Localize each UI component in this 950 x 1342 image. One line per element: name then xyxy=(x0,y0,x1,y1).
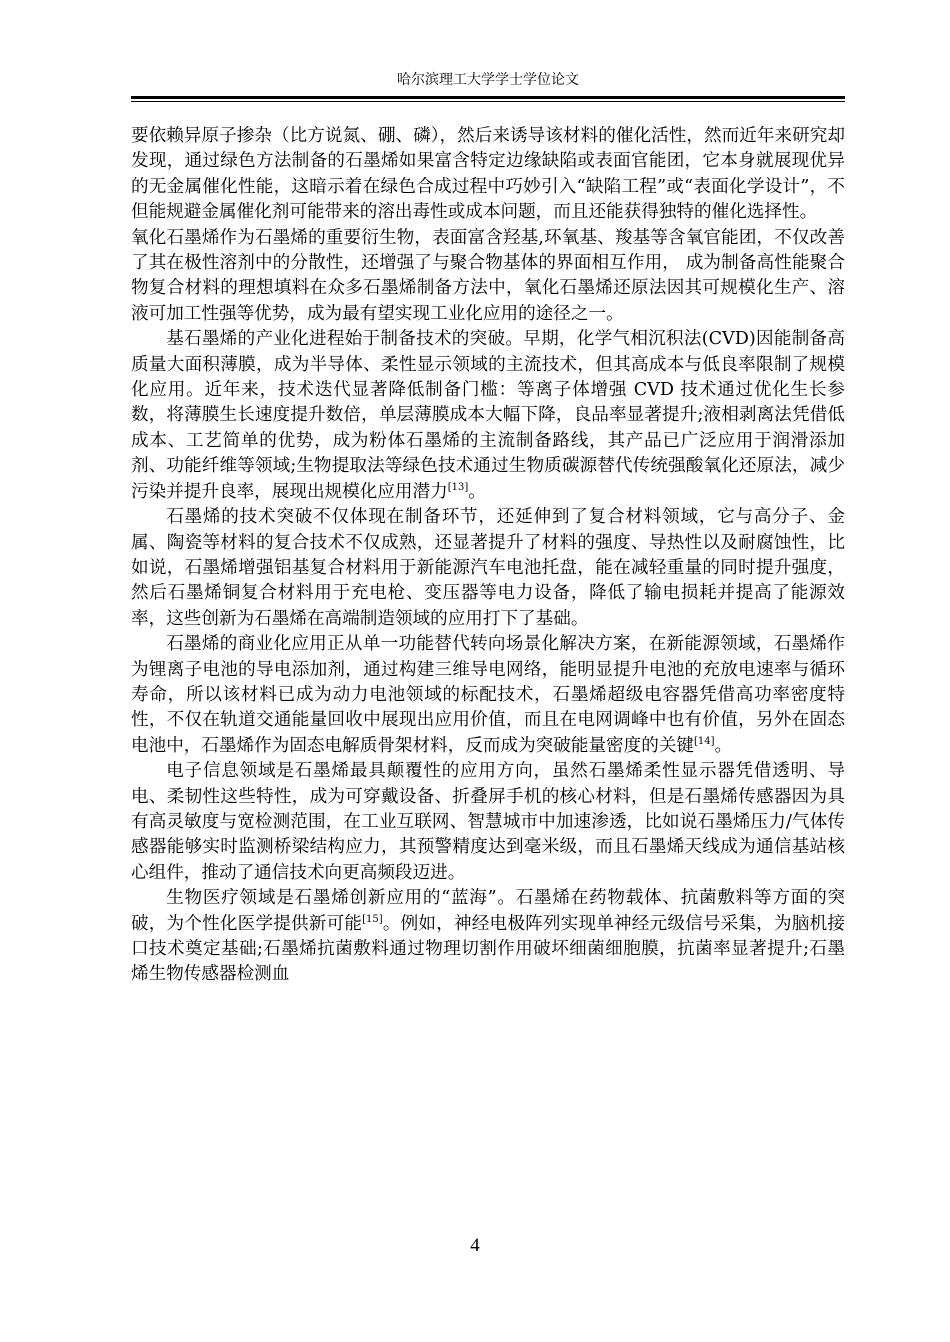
header-rule-thin xyxy=(131,101,845,102)
paragraph-text: 要依赖异原子掺杂（比方说氮、硼、磷），然后来诱导该材料的催化活性，然而近年来研究却发现，通过绿色方法制备的石墨烯如果富含特定边缘缺陷或表面官能团，它本身就展现优异的无金属催化性能，这暗示着在绿色合成过程中巧妙引入“缺陷工程”或“表面化学设计”，不但能规避金属催化剂可能带来的溶出毒性或成本问题，而且还能获得独特的催化选择性。 xyxy=(131,126,845,223)
paragraph-5 xyxy=(131,632,845,759)
citation-ref[interactable]: [13] xyxy=(447,481,469,493)
page-number: 4 xyxy=(470,1235,480,1256)
paragraph-text: 电子信息领域是石墨烯最具颠覆性的应用方向，虽然石墨烯柔性显示器凭借透明、导电、柔韧性这些特性，成为可穿戴设备、折叠屏手机的核心材料，但是石墨烯传感器因为具有高灵敏度与宽检测范围，在工业互联网、智慧城市中加速渗透，比如说石墨烯压力/气体传感器能够实时监测桥梁结构应力，其预警精度达到毫米级，而且石墨烯天线成为通信基站核心组件，推动了通信技术向更高频段迈进。 xyxy=(131,761,845,883)
paragraph-text: 石墨烯的技术突破不仅体现在制备环节，还延伸到了复合材料领域，它与高分子、金属、陶瓷等材料的复合技术不仅成熟，还显著提升了材料的强度、导热性以及耐腐蚀性，比如说，石墨烯增强铝基复合材料用于新能源汽车电池托盘，能在减轻重量的同时提升强度，然后石墨烯铜复合材料用于充电枪、变压器等电力设备，降低了输电损耗并提高了能源效率，这些创新为石墨烯在高端制造领域的应用打下了基础。 xyxy=(131,507,845,629)
header-rule-thick xyxy=(131,96,845,99)
paragraph-2 xyxy=(131,226,845,328)
paragraph-text: 基石墨烯的产业化进程始于制备技术的突破。早期，化学气相沉积法(CVD)因能制备高质量大面积薄膜，成为半导体、柔性显示领域的主流技术，但其高成本与低良率限制了规模化应用。近年来，技术迭代显著降低制备门槛：等离子体增强 CVD 技术通过优化生长参数，将薄膜生长速度提升数倍，单层薄膜成本大幅下降，良品率显著提升;液相剥离法凭借低成本、工艺简单的优势，成为粉体石墨烯的主流制备路线，其产品已广泛应用于润滑添加剂、功能纤维等领域;生物提取法等绿色技术通过生物质碳源替代传统强酸氧化还原法，减少污染并提升良率，展现出规模化应用潜力 xyxy=(131,329,845,502)
body-text xyxy=(131,124,845,988)
paragraph-4 xyxy=(131,505,845,632)
paragraph-tail: 。 xyxy=(714,735,733,756)
paragraph-7 xyxy=(131,886,845,988)
citation-ref[interactable]: [14] xyxy=(694,735,715,747)
running-header: 哈尔滨理工大学学士学位论文 xyxy=(397,72,579,88)
paragraph-text: 生物医疗领域是石墨烯创新应用的“蓝海”。石墨烯在药物载体、抗菌敷料等方面的突破，为个性化医学提供新可能 xyxy=(131,888,845,934)
paragraph-6 xyxy=(131,759,845,886)
paragraph-tail: 。 xyxy=(468,481,486,502)
paragraph-text: 石墨烯的商业化应用正从单一功能替代转向场景化解决方案，在新能源领域，石墨烯作为锂离子电池的导电添加剂，通过构建三维导电网络，能明显提升电池的充放电速率与循环寿命，所以该材料已成为动力电池领域的标配技术，石墨烯超级电容器凭借高功率密度特性，不仅在轨道交通能量回收中展现出应用价值，而且在电网调峰中也有价值，另外在固态电池中，石墨烯作为固态电解质骨架材料，反而成为突破能量密度的关键 xyxy=(131,634,845,756)
paragraph-1 xyxy=(131,124,845,226)
paragraph-3 xyxy=(131,327,845,505)
citation-ref[interactable]: [15] xyxy=(362,913,383,925)
paragraph-text: 氧化石墨烯作为石墨烯的重要衍生物，表面富含羟基,环氧基、羧基等含氧官能团，不仅改善了其在极性溶剂中的分散性，还增强了与聚合物基体的界面相互作用， 成为制备高性能聚合物复合材料的理想填料在众多石墨烯制备方法中，氧化石墨烯还原法因其可规模化生产、溶液可加工性强等优势，成为最有望实现工业化应用的途径之一。 xyxy=(131,227,845,324)
paragraph-tail: 。例如，神经电极阵列实现单神经元级信号采集，为脑机接口技术奠定基础;石墨烯抗菌敷料通过物理切割作用破坏细菌细胞膜，抗菌率显著提升;石墨烯生物传感器检测血 xyxy=(131,913,845,985)
